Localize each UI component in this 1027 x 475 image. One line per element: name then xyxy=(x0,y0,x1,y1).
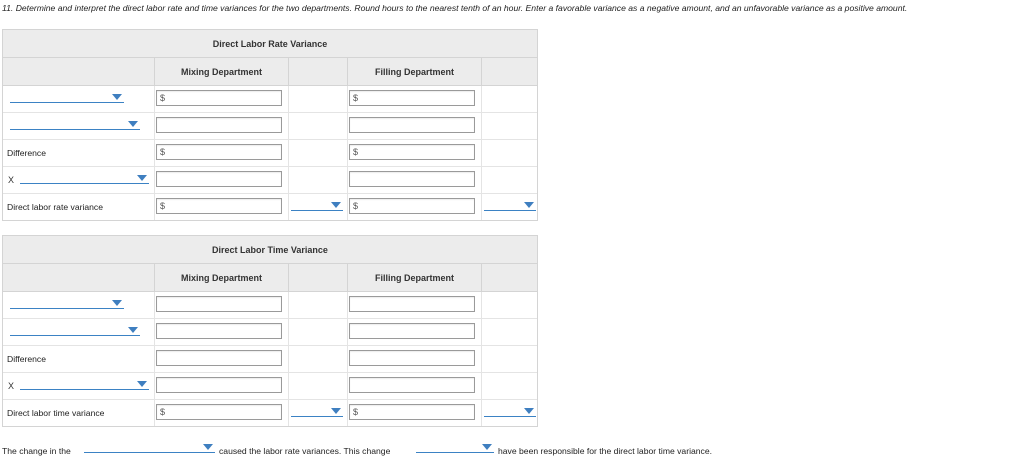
rate-col-mixing: Mixing Department xyxy=(154,58,288,85)
rate-variance-table xyxy=(2,29,538,221)
chevron-down-icon xyxy=(331,408,341,414)
rate-row-2-filling-input[interactable] xyxy=(349,117,475,133)
rate-row-4 xyxy=(3,167,537,194)
time-row-1-mixing-input[interactable] xyxy=(156,296,282,312)
rate-row-4-filling-input[interactable] xyxy=(349,171,475,187)
time-row-1-filling-input[interactable] xyxy=(349,296,475,312)
time-filling-fav-unfav-dropdown[interactable] xyxy=(484,407,536,417)
rate-row-3-label: Difference xyxy=(7,148,47,158)
time-variance-mixing-input[interactable]: $ xyxy=(156,404,282,420)
rate-mixing-fav-unfav-dropdown[interactable] xyxy=(291,201,343,211)
rate-row-1-mixing-input[interactable]: $ xyxy=(156,90,282,106)
time-row-2 xyxy=(3,319,537,346)
rate-row-3-mixing-input[interactable]: $ xyxy=(156,144,282,160)
time-mixing-fav-unfav-dropdown[interactable] xyxy=(291,407,343,417)
chevron-down-icon xyxy=(482,444,492,450)
interpretation-sentence xyxy=(2,443,1022,459)
this-change-dropdown[interactable] xyxy=(416,443,494,453)
time-col-mixing: Mixing Department xyxy=(154,264,288,291)
time-row-2-mixing-input[interactable] xyxy=(156,323,282,339)
time-row-3-filling-input[interactable] xyxy=(349,350,475,366)
time-col-filling: Filling Department xyxy=(347,264,481,291)
multiply-mark: X xyxy=(8,381,15,391)
rate-row-4-dropdown[interactable] xyxy=(20,174,149,184)
rate-row-2 xyxy=(3,113,537,140)
instruction-text: 11. Determine and interpret the direct labor rate and time variances for the two departments. Round hours to the nearest tenth of an hour. Enter a favorable variance as a negative amount, and an unfavorable variance as a positive amount. xyxy=(2,3,908,13)
chevron-down-icon xyxy=(203,444,213,450)
chevron-down-icon xyxy=(112,300,122,306)
time-row-5-label: Direct labor time variance xyxy=(7,408,105,418)
time-row-5 xyxy=(3,400,537,426)
sentence-part-1: The change in the xyxy=(2,446,71,456)
chevron-down-icon xyxy=(524,202,534,208)
rate-row-4-mixing-input[interactable] xyxy=(156,171,282,187)
rate-row-1 xyxy=(3,86,537,113)
sentence-part-2: caused the labor rate variances. This change xyxy=(219,446,391,456)
chevron-down-icon xyxy=(112,94,122,100)
rate-row-2-mixing-input[interactable] xyxy=(156,117,282,133)
time-variance-table xyxy=(2,235,538,427)
rate-variance-mixing-input[interactable]: $ xyxy=(156,198,282,214)
time-row-2-filling-input[interactable] xyxy=(349,323,475,339)
rate-row-3 xyxy=(3,140,537,167)
chevron-down-icon xyxy=(137,175,147,181)
time-row-4-mixing-input[interactable] xyxy=(156,377,282,393)
rate-row-5-label: Direct labor rate variance xyxy=(7,202,104,212)
rate-col-filling: Filling Department xyxy=(347,58,481,85)
chevron-down-icon xyxy=(128,121,138,127)
time-row-3-label: Difference xyxy=(7,354,47,364)
time-table-title: Direct Labor Time Variance xyxy=(3,236,537,264)
time-row-3 xyxy=(3,346,537,373)
chevron-down-icon xyxy=(524,408,534,414)
sentence-part-3: have been responsible for the direct labor time variance. xyxy=(498,446,713,456)
time-row-2-dropdown[interactable] xyxy=(10,326,140,336)
time-row-4-dropdown[interactable] xyxy=(20,380,149,390)
time-row-3-mixing-input[interactable] xyxy=(156,350,282,366)
change-in-dropdown[interactable] xyxy=(84,443,215,453)
rate-row-2-dropdown[interactable] xyxy=(10,120,140,130)
time-variance-filling-input[interactable]: $ xyxy=(349,404,475,420)
time-table-header xyxy=(3,264,537,292)
time-row-4 xyxy=(3,373,537,400)
chevron-down-icon xyxy=(331,202,341,208)
rate-table-header xyxy=(3,58,537,86)
rate-row-3-filling-input[interactable]: $ xyxy=(349,144,475,160)
time-row-1 xyxy=(3,292,537,319)
rate-row-5 xyxy=(3,194,537,220)
time-row-4-filling-input[interactable] xyxy=(349,377,475,393)
chevron-down-icon xyxy=(128,327,138,333)
rate-row-1-filling-input[interactable]: $ xyxy=(349,90,475,106)
chevron-down-icon xyxy=(137,381,147,387)
rate-row-1-dropdown[interactable] xyxy=(10,93,124,103)
rate-filling-fav-unfav-dropdown[interactable] xyxy=(484,201,536,211)
time-row-1-dropdown[interactable] xyxy=(10,299,124,309)
rate-table-title: Direct Labor Rate Variance xyxy=(3,30,537,58)
multiply-mark: X xyxy=(8,175,15,185)
rate-variance-filling-input[interactable]: $ xyxy=(349,198,475,214)
